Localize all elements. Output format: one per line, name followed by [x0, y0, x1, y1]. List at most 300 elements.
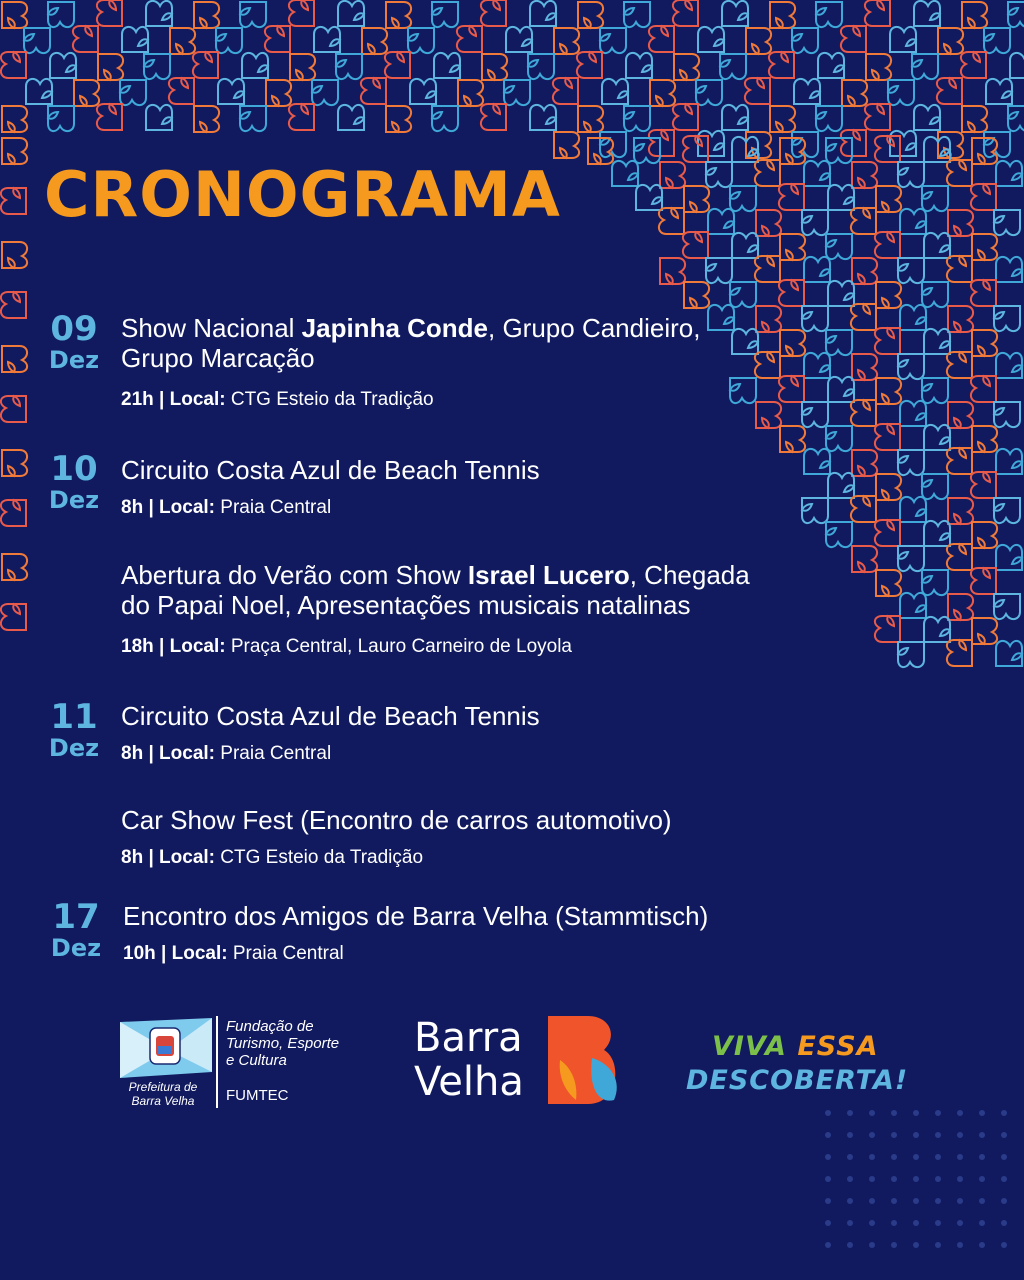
event-meta: [121, 497, 540, 519]
pattern-motif: [732, 233, 758, 258]
event-item: [121, 805, 672, 869]
prefeitura-label: [118, 1080, 208, 1108]
pattern-motif: [312, 80, 338, 105]
pattern-motif: [994, 306, 1020, 331]
pattern-motif: [851, 400, 876, 426]
pattern-motif: [996, 353, 1022, 378]
event-title-text: Grupo Marcação: [121, 343, 315, 373]
pattern-motif: [504, 80, 530, 105]
pattern-motif: [530, 105, 556, 130]
pattern-motif: [1008, 2, 1024, 27]
event-time: 21h | Local:: [121, 389, 226, 410]
pattern-motif: [841, 26, 866, 52]
pattern-motif: [528, 54, 554, 79]
pattern-motif: [924, 521, 950, 546]
pattern-motif: [852, 162, 877, 188]
pattern-motif: [698, 27, 724, 52]
decor-dot: [935, 1154, 941, 1160]
event-meta: [121, 636, 750, 658]
decor-dot: [979, 1154, 985, 1160]
decor-dot: [957, 1242, 963, 1248]
decor-dot: [979, 1198, 985, 1204]
brand-line: Barra: [414, 1015, 523, 1061]
pattern-motif: [875, 424, 900, 450]
event-title-text: Circuito Costa Azul de Beach Tennis: [121, 701, 540, 731]
pattern-motif: [506, 27, 532, 52]
pattern-motif: [947, 640, 972, 666]
pattern-motif: [779, 280, 804, 306]
pattern-motif: [194, 2, 219, 28]
fundacao-line: Fundação de: [226, 1018, 314, 1035]
event-place: CTG Esteio da Tradição: [215, 847, 424, 868]
date-month: Dez: [48, 346, 100, 374]
decor-dot: [957, 1132, 963, 1138]
decor-dot: [913, 1176, 919, 1182]
pattern-motif: [937, 78, 962, 104]
pattern-motif: [876, 282, 901, 308]
decor-dot: [979, 1176, 985, 1182]
pattern-motif: [996, 545, 1022, 570]
pattern-motif: [972, 618, 997, 644]
pattern-motif: [876, 570, 901, 596]
pattern-motif: [1010, 53, 1024, 78]
pattern-motif: [898, 546, 924, 571]
pattern-motif: [169, 78, 194, 104]
decor-dot: [1001, 1176, 1007, 1182]
decor-dot: [869, 1154, 875, 1160]
event-title: [121, 560, 750, 620]
pattern-motif: [2, 554, 27, 580]
decor-dot: [935, 1242, 941, 1248]
pattern-motif: [1, 604, 26, 630]
pattern-motif: [996, 641, 1022, 666]
pattern-motif: [602, 79, 628, 104]
pattern-motif: [553, 78, 578, 104]
event-place: Praia Central: [215, 497, 332, 518]
decor-dot: [1001, 1132, 1007, 1138]
pattern-motif: [866, 54, 891, 80]
pattern-motif: [971, 376, 996, 402]
pattern-motif: [865, 104, 890, 130]
pattern-motif: [673, 104, 698, 130]
pattern-motif: [730, 186, 756, 211]
pattern-motif: [972, 330, 997, 356]
decor-dot: [869, 1242, 875, 1248]
pattern-motif: [875, 136, 900, 162]
pattern-motif: [900, 305, 926, 330]
pattern-motif: [684, 186, 709, 212]
pattern-motif: [649, 130, 674, 156]
pattern-motif: [852, 450, 877, 476]
pattern-motif: [876, 474, 901, 500]
date-day: 11: [50, 697, 98, 737]
pattern-motif: [458, 80, 483, 106]
pattern-motif: [634, 138, 660, 163]
pattern-motif: [660, 162, 685, 188]
pattern-motif: [24, 28, 50, 53]
pattern-motif: [756, 210, 781, 236]
pattern-motif: [994, 402, 1020, 427]
pattern-motif: [385, 52, 410, 78]
pattern-motif: [852, 258, 877, 284]
event-title-text: Car Show Fest (Encontro de carros automotivo): [121, 805, 672, 835]
pattern-motif: [98, 54, 123, 80]
pattern-motif: [996, 161, 1022, 186]
pattern-motif: [898, 258, 924, 283]
date-month: Dez: [50, 934, 102, 962]
pattern-motif: [732, 329, 758, 354]
event-title-text: Circuito Costa Azul de Beach Tennis: [121, 455, 540, 485]
slogan-word: VIVA: [712, 1031, 787, 1062]
pattern-motif: [875, 616, 900, 642]
date-day: 09: [50, 309, 98, 349]
pattern-motif: [984, 28, 1010, 53]
pattern-motif: [674, 54, 699, 80]
pattern-motif: [947, 448, 972, 474]
pattern-motif: [852, 546, 877, 572]
decor-dot: [913, 1154, 919, 1160]
pattern-motif: [730, 378, 756, 403]
event-title-text: do Papai Noel, Apresentações musicais natalinas: [121, 590, 691, 620]
pattern-motif: [289, 0, 314, 26]
event-time: 8h | Local:: [121, 743, 215, 764]
pattern-motif: [898, 450, 924, 475]
pattern-motif: [818, 53, 844, 78]
event-title: [121, 313, 700, 373]
pattern-motif: [432, 106, 458, 131]
decor-dot: [825, 1220, 831, 1226]
date-month: Dez: [48, 734, 100, 762]
pattern-motif: [802, 402, 828, 427]
prefeitura-line: Prefeitura de: [128, 1080, 198, 1094]
decor-dot: [869, 1198, 875, 1204]
pattern-motif: [1, 292, 26, 318]
fundacao-label: [226, 1018, 339, 1069]
decor-dot: [825, 1242, 831, 1248]
pattern-motif: [802, 498, 828, 523]
pattern-motif: [336, 54, 362, 79]
decor-dot: [913, 1198, 919, 1204]
event-title: [121, 805, 672, 835]
pattern-motif: [673, 0, 698, 26]
decor-dot: [891, 1220, 897, 1226]
pattern-motif: [554, 28, 579, 54]
date-month: Dez: [48, 486, 100, 514]
date-badge-11: [42, 697, 106, 762]
decor-dot: [869, 1220, 875, 1226]
decor-dot: [913, 1110, 919, 1116]
pattern-motif: [972, 234, 997, 260]
pattern-motif: [577, 52, 602, 78]
pattern-motif: [841, 130, 866, 156]
decor-dot: [1001, 1110, 1007, 1116]
barra-velha-logo-icon: [548, 1016, 617, 1104]
pattern-motif: [900, 209, 926, 234]
pattern-motif: [745, 78, 770, 104]
decor-dot: [869, 1176, 875, 1182]
pattern-motif: [961, 52, 986, 78]
pattern-motif: [852, 354, 877, 380]
pattern-motif: [947, 544, 972, 570]
event-time: 18h | Local:: [121, 636, 226, 657]
pattern-motif: [649, 26, 674, 52]
decor-dot: [957, 1176, 963, 1182]
pattern-motif: [948, 498, 973, 524]
pattern-motif: [851, 208, 876, 234]
decor-dot: [1001, 1154, 1007, 1160]
pattern-motif: [875, 520, 900, 546]
pattern-motif: [193, 52, 218, 78]
pattern-motif: [802, 306, 828, 331]
pattern-motif: [922, 570, 948, 595]
pattern-motif: [146, 1, 172, 26]
pattern-motif: [746, 28, 771, 54]
decor-dot: [891, 1176, 897, 1182]
pattern-motif: [826, 234, 852, 259]
pattern-motif: [948, 594, 973, 620]
decor-dot: [979, 1242, 985, 1248]
pattern-motif: [1, 188, 26, 214]
pattern-motif: [770, 106, 795, 132]
date-badge-10: [42, 449, 106, 514]
decor-dot: [847, 1110, 853, 1116]
pattern-motif: [626, 53, 652, 78]
pattern-motif: [876, 378, 901, 404]
pattern-motif: [432, 2, 458, 27]
decor-dot: [957, 1154, 963, 1160]
pattern-motif: [962, 106, 987, 132]
decor-dot: [979, 1220, 985, 1226]
pattern-motif: [2, 450, 27, 476]
pattern-motif: [706, 258, 732, 283]
pattern-motif: [410, 79, 436, 104]
slogan-word: ESSA: [797, 1031, 879, 1062]
pattern-motif: [756, 306, 781, 332]
pattern-motif: [386, 106, 411, 132]
decor-dot: [935, 1198, 941, 1204]
decor-dot: [847, 1132, 853, 1138]
decor-dot: [869, 1132, 875, 1138]
pattern-motif: [218, 79, 244, 104]
pattern-motif: [408, 28, 434, 53]
pattern-motif: [2, 138, 27, 164]
pattern-motif: [660, 258, 685, 284]
pattern-motif: [804, 257, 830, 282]
pattern-motif: [1, 396, 26, 422]
decor-dot: [979, 1132, 985, 1138]
pattern-motif: [922, 474, 948, 499]
event-place: CTG Esteio da Tradição: [225, 389, 434, 410]
pattern-motif: [434, 53, 460, 78]
pattern-motif: [794, 79, 820, 104]
pattern-motif: [554, 132, 579, 158]
pattern-motif: [2, 106, 27, 132]
event-title-text: Encontro dos Amigos de Barra Velha (Stammtisch): [123, 901, 709, 931]
decor-dot: [847, 1154, 853, 1160]
pattern-motif: [600, 28, 626, 53]
pattern-motif: [706, 162, 732, 187]
pattern-motif: [1008, 106, 1024, 131]
date-day: 10: [50, 449, 98, 489]
pattern-motif: [947, 160, 972, 186]
decor-dot: [869, 1110, 875, 1116]
event-title: [121, 701, 540, 731]
decor-dot: [1001, 1242, 1007, 1248]
pattern-motif: [826, 522, 852, 547]
pattern-motif: [875, 232, 900, 258]
pattern-motif: [612, 161, 638, 186]
event-title: [123, 901, 708, 931]
pattern-motif: [97, 104, 122, 130]
pattern-motif: [972, 426, 997, 452]
pattern-motif: [948, 306, 973, 332]
pattern-motif: [240, 106, 266, 131]
slogan-word: DESCOBERTA!: [686, 1065, 909, 1096]
date-day: 17: [52, 897, 100, 937]
pattern-motif: [530, 1, 556, 26]
pattern-motif: [722, 105, 748, 130]
pattern-motif: [457, 26, 482, 52]
pattern-motif: [361, 78, 386, 104]
pattern-motif: [482, 54, 507, 80]
pattern-motif: [826, 330, 852, 355]
pattern-motif: [948, 402, 973, 428]
decor-dot: [891, 1198, 897, 1204]
pattern-motif: [770, 2, 795, 28]
event-item: [121, 701, 540, 765]
pattern-motif: [683, 232, 708, 258]
pattern-motif: [828, 281, 854, 306]
pattern-motif: [48, 2, 74, 27]
pattern-motif: [780, 330, 805, 356]
decor-dot: [913, 1220, 919, 1226]
pattern-motif: [144, 54, 170, 79]
pattern-motif: [888, 80, 914, 105]
slogan: [686, 1030, 908, 1098]
decor-dot: [825, 1110, 831, 1116]
pattern-motif: [876, 186, 901, 212]
pattern-motif: [898, 354, 924, 379]
event-time: 10h | Local:: [123, 943, 228, 964]
decor-dot: [935, 1132, 941, 1138]
event-meta: [121, 743, 540, 765]
pattern-motif: [1, 52, 26, 78]
pattern-motif: [578, 106, 603, 132]
barra-velha-wordmark: [414, 1016, 524, 1104]
event-highlight: Japinha Conde: [301, 313, 489, 343]
pattern-motif: [2, 346, 27, 372]
pattern-motif: [947, 256, 972, 282]
fundacao-line: Turismo, Esporte: [226, 1035, 340, 1052]
decor-dot: [825, 1154, 831, 1160]
pattern-motif: [851, 304, 876, 330]
pattern-motif: [826, 426, 852, 451]
pattern-motif: [338, 1, 364, 26]
pattern-motif: [947, 352, 972, 378]
pattern-motif: [898, 162, 924, 187]
pattern-motif: [875, 328, 900, 354]
pattern-motif: [994, 210, 1020, 235]
pattern-motif: [779, 184, 804, 210]
decor-dot: [847, 1242, 853, 1248]
pattern-motif: [194, 106, 219, 132]
pattern-motif: [828, 185, 854, 210]
pattern-motif: [146, 105, 172, 130]
pattern-motif: [756, 402, 781, 428]
pattern-motif: [289, 104, 314, 130]
brand-line: Velha: [414, 1059, 524, 1105]
decor-dot: [957, 1198, 963, 1204]
dot-grid-decoration: [820, 1105, 1024, 1280]
pattern-motif: [650, 80, 675, 106]
decor-dot: [847, 1198, 853, 1204]
pattern-motif: [624, 106, 650, 131]
pattern-motif: [362, 28, 387, 54]
pattern-motif: [971, 472, 996, 498]
pattern-motif: [912, 54, 938, 79]
decor-dot: [957, 1220, 963, 1226]
event-meta: [121, 389, 700, 411]
pattern-motif: [48, 106, 74, 131]
decor-dot: [935, 1110, 941, 1116]
pattern-motif: [659, 208, 684, 234]
pattern-motif: [826, 138, 852, 163]
pattern-motif: [50, 53, 76, 78]
pattern-motif: [216, 28, 242, 53]
pattern-motif: [2, 2, 27, 28]
event-meta: [121, 847, 672, 869]
pattern-motif: [708, 209, 734, 234]
pattern-motif: [120, 80, 146, 105]
decor-dot: [979, 1110, 985, 1116]
event-meta: [123, 943, 708, 965]
pattern-motif: [780, 426, 805, 452]
pattern-motif: [696, 80, 722, 105]
pattern-motif: [779, 376, 804, 402]
pattern-motif: [240, 2, 266, 27]
pattern-motif: [481, 104, 506, 130]
decor-dot: [847, 1176, 853, 1182]
fumtec-label: FUMTEC: [226, 1087, 289, 1104]
decor-dot: [913, 1242, 919, 1248]
event-title-text: , Chegada: [629, 560, 750, 590]
decor-dot: [891, 1154, 897, 1160]
pattern-motif: [924, 425, 950, 450]
decor-dot: [825, 1176, 831, 1182]
pattern-motif: [755, 256, 780, 282]
footer-divider: [216, 1016, 218, 1108]
decor-dot: [1001, 1220, 1007, 1226]
pattern-motif: [578, 2, 603, 28]
pattern-motif: [122, 27, 148, 52]
date-badge-17: [44, 897, 108, 962]
event-title: [121, 455, 540, 485]
pattern-motif: [74, 80, 99, 106]
pattern-motif: [290, 54, 315, 80]
pattern-motif: [996, 257, 1022, 282]
decor-dot: [1001, 1198, 1007, 1204]
event-title-text: Show Nacional: [121, 313, 302, 343]
pattern-motif: [851, 496, 876, 522]
flag-icon: [120, 1018, 212, 1078]
pattern-motif: [755, 160, 780, 186]
page-title: CRONOGRAMA: [44, 158, 561, 231]
decor-dot: [891, 1132, 897, 1138]
pattern-motif: [684, 282, 709, 308]
pattern-motif: [2, 242, 27, 268]
decor-dot: [935, 1176, 941, 1182]
pattern-motif: [900, 593, 926, 618]
